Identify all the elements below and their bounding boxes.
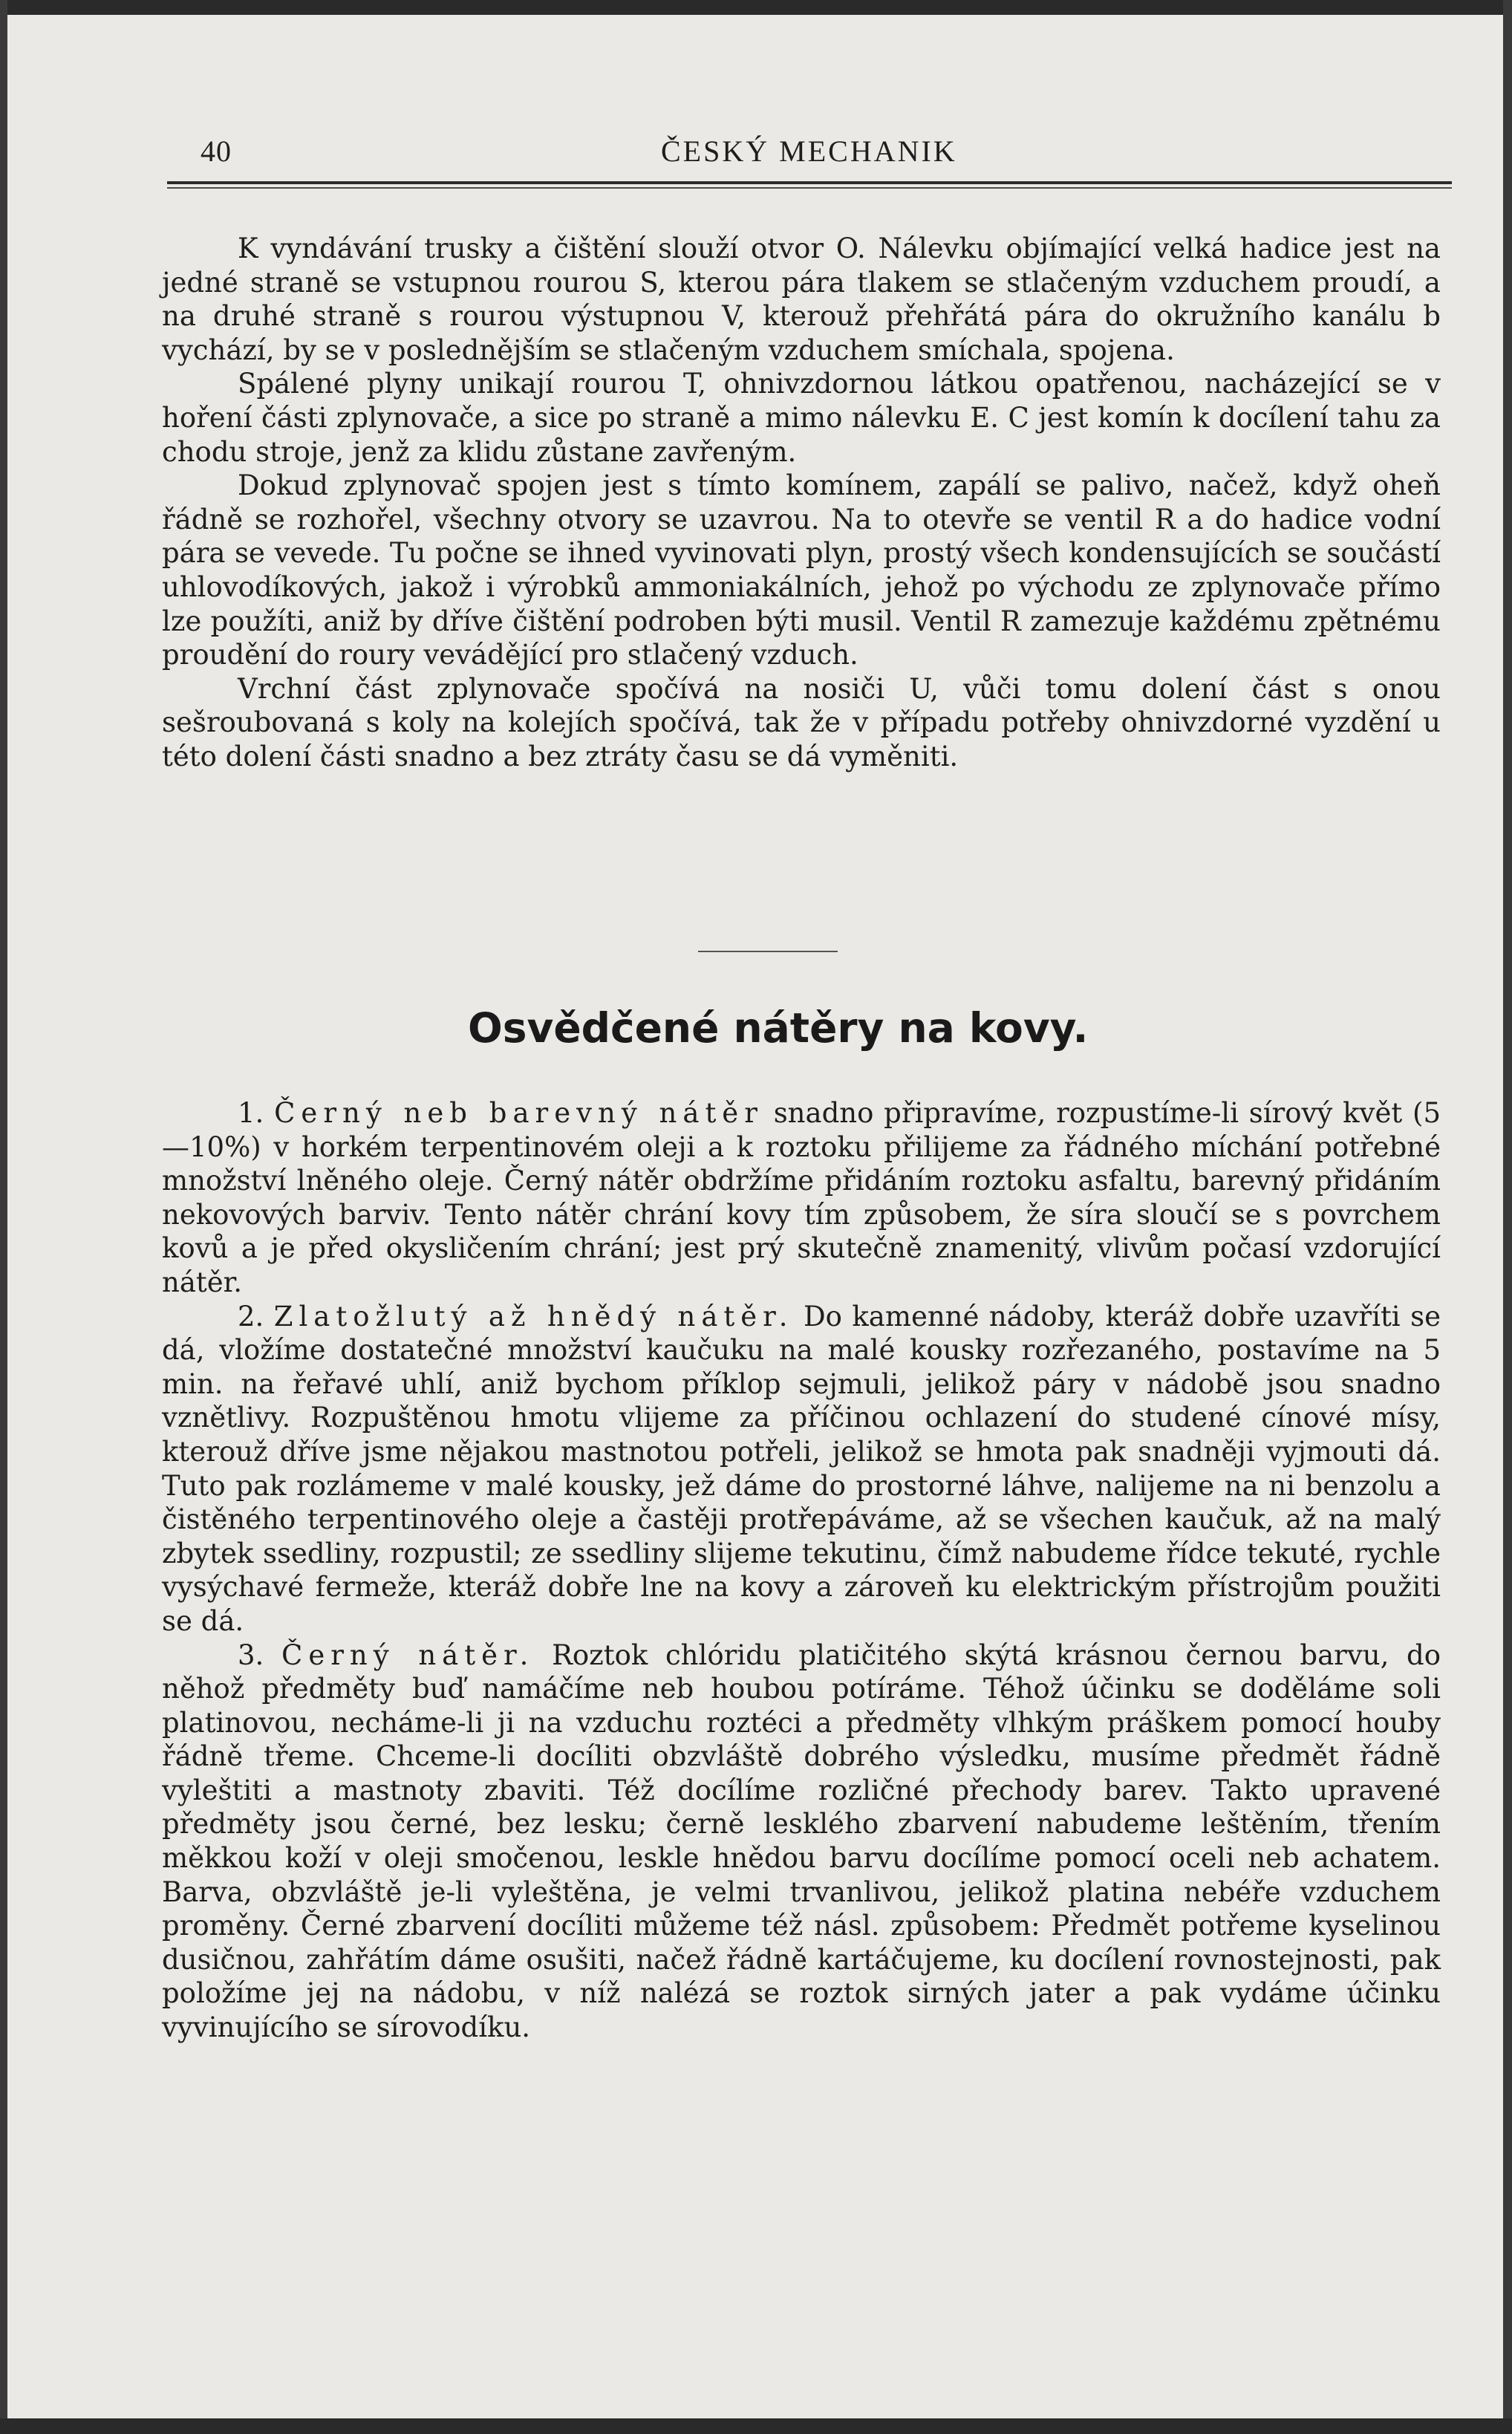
article-continuation: [162, 232, 1441, 774]
section-title: Osvědčené nátěry na kovy.: [468, 1004, 1089, 1052]
item-text: snadno připravíme, rozpustíme-li sírový květ (5—10%) v horkém terpentinovém oleji a k roztoku přilijeme za řádného míchání potřebné množství lněného oleje. Černý nátěr obdržíme přidáním roztoku asfaltu, barevný přidáním nekovových barviv. Tento nátěr chrání kovy tím způsobem, že síra sloučí se s povrchem kovů a je před okysličením chrání; jest prý skutečně znamenitý, vlivům počasí vzdorující nátěr.: [162, 1097, 1441, 1298]
coatings-list: [162, 1096, 1441, 2045]
paragraph: K vyndávání trusky a čištění slouží otvor O. Nálevku objímající velká hadice jest na jedné straně se vstupnou rourou S, kterou pára tlakem se stlačeným vzduchem proudí, a na druhé straně s rourou výstupnou V, kterouž přehřátá pára do okružního kanálu b vychází, by se v poslednějším se stlačeným vzduchem smíchala, spojena.: [162, 232, 1441, 366]
page-number: 40: [201, 134, 232, 168]
list-item: [162, 1639, 1441, 2045]
scan-border-left: [0, 0, 7, 2434]
scan-border-right: [1503, 0, 1512, 2434]
list-item: [162, 1096, 1441, 1300]
item-text: Roztok chlóridu platičitého skýtá krásnou černou barvu, do něhož předměty buď namáčíme neb houbou potíráme. Téhož účinku se doděláme soli platinovou, necháme-li ji na vzduchu roztéci a předměty vlhkým práškem pomocí houby řádně třeme. Chceme-li docíliti obzvláště dobrého výsledku, musíme předmět řádně vyleštiti a mastnoty zbaviti. Též docílíme rozličné přechody barev. Takto upravené předměty jsou černé, bez lesku; černě lesklého zbarvení nabudeme leštěním, třením měkkou koží v oleji smočenou, leskle hnědou barvu docílíme pomocí oceli neb achatem. Barva, obzvláště je-li vyleštěna, je velmi trvanlivou, jelikož platina nebéře vzduchem proměny. Černé zbarvení docíliti můžeme též násl. způsobem: Předmět potřeme kyselinou dusičnou, zahřátím dáme osušiti, načež řádně kartáčujeme, ku docílení rovnostejnosti, pak položíme jej na nádobu, v níž nalézá se roztok sirných jater a pak vydáme účinku vyvinujícího se sírovodíku.: [162, 1639, 1441, 2044]
item-heading: Černý neb barevný nátěr: [274, 1097, 763, 1129]
list-item: [162, 1300, 1441, 1639]
header-rule-thin: [167, 187, 1452, 189]
item-heading: Zlatožlutý až hnědý nátěr.: [273, 1300, 794, 1332]
item-number: 2.: [238, 1300, 264, 1332]
paragraph: Dokud zplynovač spojen jest s tímto komínem, zapálí se palivo, načež, když oheň řádně se rozhořel, všechny otvory se uzavrou. Na to otevře se ventil R a do hadice vodní pára se vevede. Tu počne se ihned vyvinovati plyn, prostý všech kondensujících se součástí uhlovodíkových, jakož i výrobků ammoniakálních, jehož po východu ze zplynovače přímo lze použíti, aniž by dříve čištění podroben býti musil. Ventil R zamezuje každému zpětnému proudění do roury vevádějící pro stlačený vzduch.: [162, 469, 1441, 671]
running-head: ČESKÝ MECHANIK: [661, 134, 957, 168]
scan-border-top: [0, 0, 1512, 15]
item-number: 1.: [238, 1097, 264, 1129]
item-text: Do kamenné nádoby, kteráž dobře uzavříti se dá, vložíme dostatečné množství kaučuku na malé kousky rozřezaného, postavíme na 5 min. na řeřavé uhlí, aniž bychom příklop sejmuli, jelikož páry v nádobě jsou snadno vznětlivy. Rozpuštěnou hmotu vlijeme za příčinou ochlazení do studené cínové mísy, kterouž dříve jsme nějakou mastnotou potřeli, jelikož se hmota pak snadněji vyjmouti dá. Tuto pak rozlámeme v malé kousky, jež dáme do prostorné láhve, nalijeme na ni benzolu a čistěného terpentinového oleje a častěji protřepáváme, až se všechen kaučuk, až na malý zbytek ssedliny, rozpustil; ze ssedliny slijeme tekutinu, čímž nabudeme řídce tekuté, rychle vysýchavé fermeže, kteráž dobře lne na kovy a zároveň ku elektrickým přístrojům použiti se dá.: [162, 1300, 1441, 1637]
section-separator: [698, 951, 838, 952]
item-heading: Černý nátěr.: [281, 1639, 535, 1671]
paragraph: Spálené plyny unikají rourou T, ohnivzdornou látkou opatřenou, nacházející se v hoření části zplynovače, a sice po straně a mimo nálevku E. C jest komín k docílení tahu za chodu stroje, jenž za klidu zůstane zavřeným.: [162, 368, 1441, 468]
item-number: 3.: [238, 1639, 264, 1671]
scan-border-bottom: [0, 2418, 1512, 2434]
paragraph: Vrchní část zplynovače spočívá na nosiči U, vůči tomu dolení část s onou sešroubovaná s koly na kolejích spočívá, tak že v případu potřeby ohnivzdorné vyzdění u této dolení části snadno a bez ztráty času se dá vyměniti.: [162, 672, 1441, 772]
header-rule: [167, 181, 1452, 184]
